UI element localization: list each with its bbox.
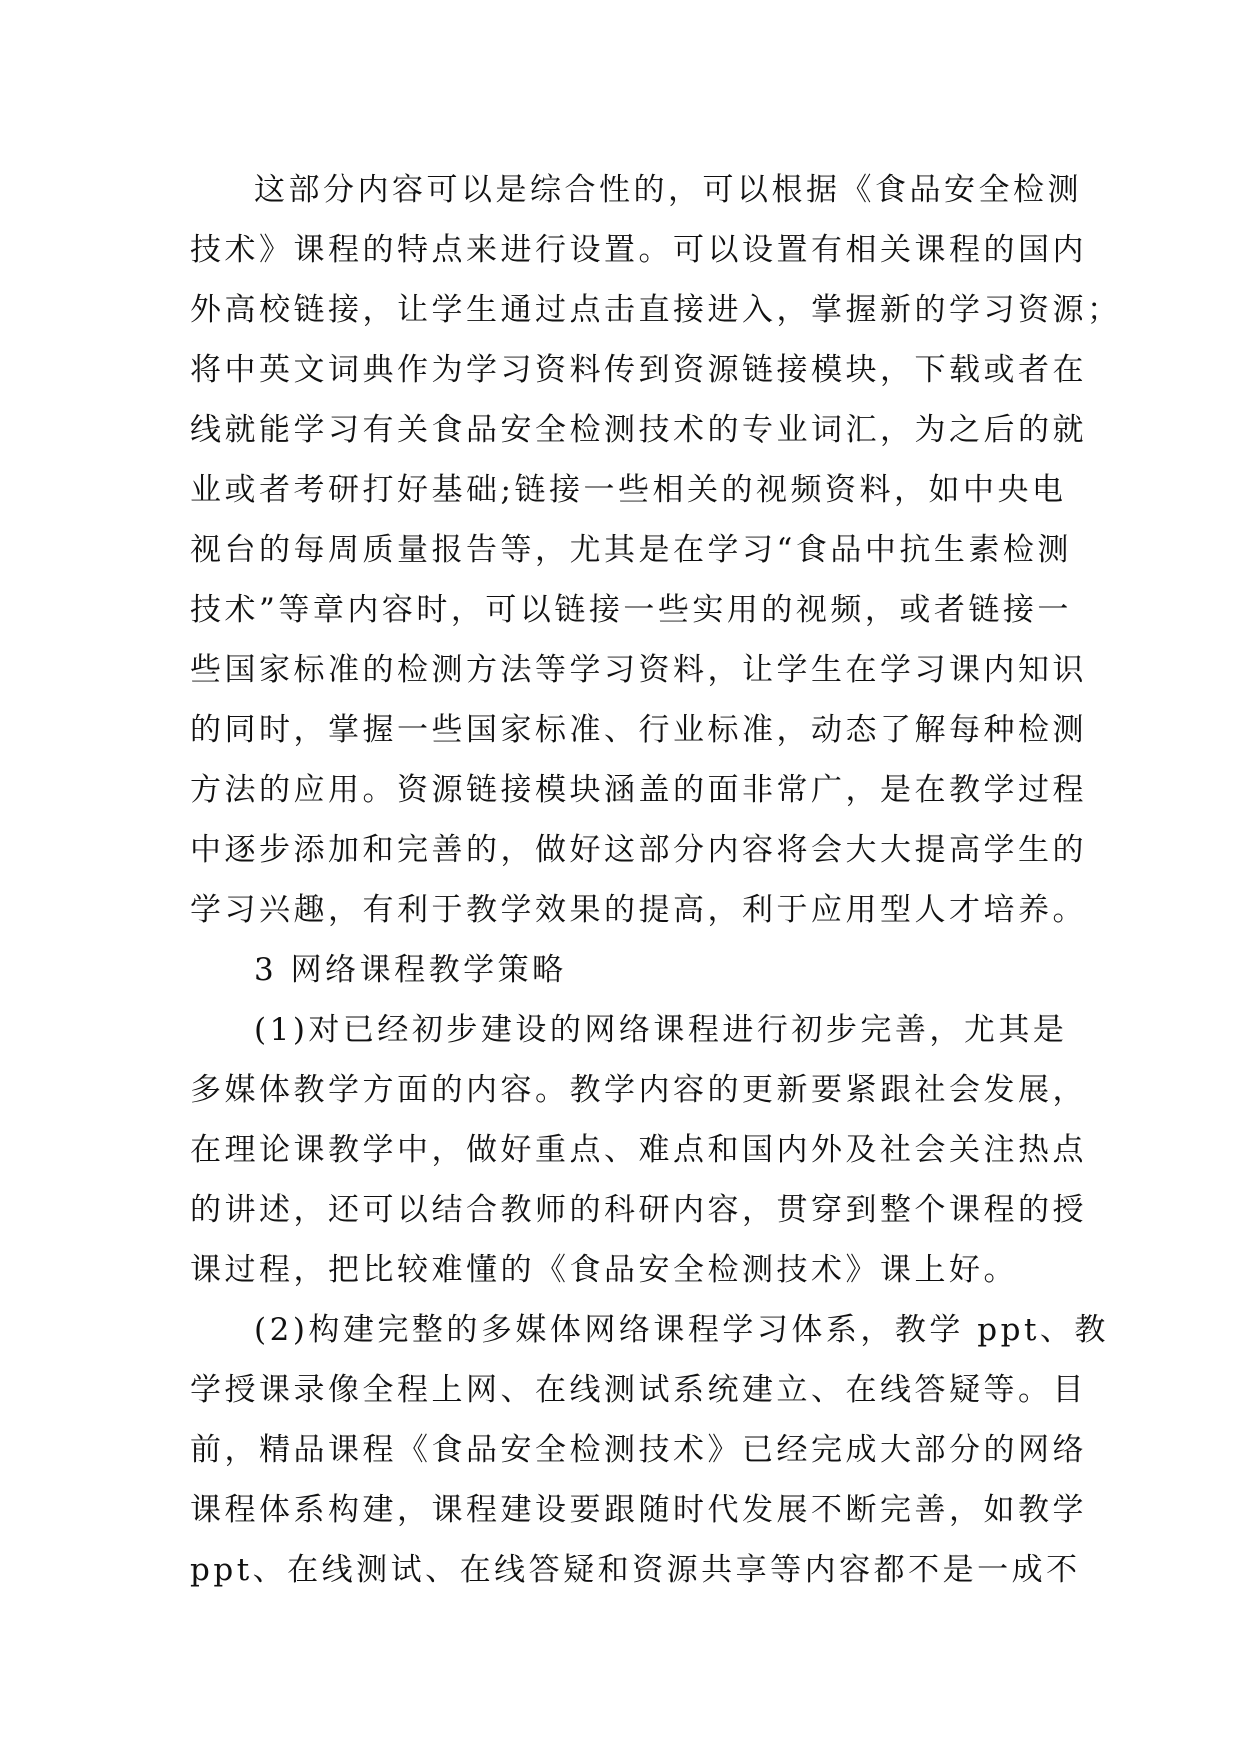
text-line: 前，精品课程《食品安全检测技术》已经完成大部分的网络 <box>190 1432 1087 1468</box>
text-line: 些国家标准的检测方法等学习资料，让学生在学习课内知识 <box>190 652 1087 688</box>
text-line: 课过程，把比较难懂的《食品安全检测技术》课上好。 <box>190 1252 1018 1288</box>
text-line: 视台的每周质量报告等，尤其是在学习“食品中抗生素检测 <box>190 532 1072 568</box>
paragraph-start-line: (1)对已经初步建设的网络课程进行初步完善，尤其是 <box>254 1012 1068 1048</box>
paragraph-start-line: (2)构建完整的多媒体网络课程学习体系，教学 ppt、教 <box>254 1312 1109 1348</box>
text-line: 学习兴趣，有利于教学效果的提高，利于应用型人才培养。 <box>190 892 1087 928</box>
text-line: 线就能学习有关食品安全检测技术的专业词汇，为之后的就 <box>190 412 1087 448</box>
text-line: 外高校链接，让学生通过点击直接进入，掌握新的学习资源； <box>190 292 1122 328</box>
text-line: 将中英文词典作为学习资料传到资源链接模块，下载或者在 <box>190 352 1087 388</box>
text-line: 多媒体教学方面的内容。教学内容的更新要紧跟社会发展， <box>190 1072 1087 1108</box>
text-line: 方法的应用。资源链接模块涵盖的面非常广，是在教学过程 <box>190 772 1087 808</box>
text-line: 在理论课教学中，做好重点、难点和国内外及社会关注热点 <box>190 1132 1087 1168</box>
paragraph-start-line: 这部分内容可以是综合性的，可以根据《食品安全检测 <box>254 172 1082 208</box>
text-line: 的讲述，还可以结合教师的科研内容，贯穿到整个课程的授 <box>190 1192 1087 1228</box>
document-body <box>190 160 1122 1600</box>
text-line: ppt、在线测试、在线答疑和资源共享等内容都不是一成不 <box>190 1552 1081 1588</box>
text-line: 技术”等章内容时，可以链接一些实用的视频，或者链接一 <box>190 592 1072 628</box>
text-line: 课程体系构建，课程建设要跟随时代发展不断完善，如教学 <box>190 1492 1087 1528</box>
text-line: 技术》课程的特点来进行设置。可以设置有相关课程的国内 <box>190 232 1087 268</box>
text-line: 中逐步添加和完善的，做好这部分内容将会大大提高学生的 <box>190 832 1087 868</box>
text-line: 业或者考研打好基础;链接一些相关的视频资料，如中央电 <box>190 472 1067 508</box>
text-line: 学授课录像全程上网、在线测试系统建立、在线答疑等。目 <box>190 1372 1087 1408</box>
text-line: 的同时，掌握一些国家标准、行业标准，动态了解每种检测 <box>190 712 1087 748</box>
paragraph-start-line: 3 网络课程教学策略 <box>254 952 567 988</box>
